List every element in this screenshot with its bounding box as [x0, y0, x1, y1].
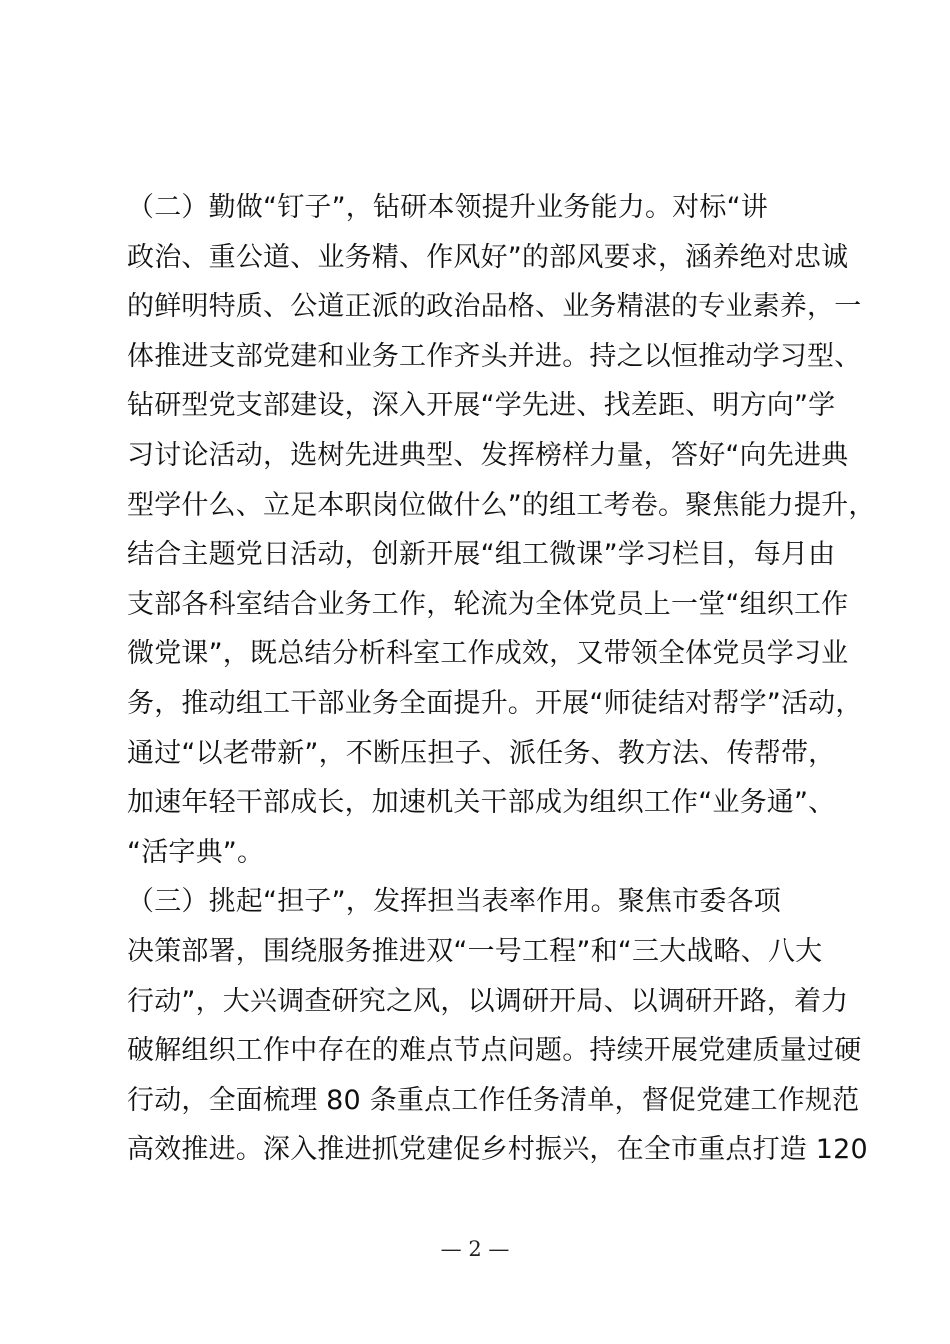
text-line: 习讨论活动，选树先进典型、发挥榜样力量，答好“向先进典: [127, 439, 849, 471]
text-line: 政治、重公道、业务精、作风好”的部风要求，涵养绝对忠诚: [127, 241, 849, 273]
text-line: 型学什么、立足本职岗位做什么”的组工考卷。聚焦能力提升，: [127, 489, 876, 521]
text-line: 破解组织工作中存在的难点节点问题。持续开展党建质量过硬: [127, 1035, 862, 1067]
text-line: 钻研型党支部建设，深入开展“学先进、找差距、明方向”学: [127, 390, 836, 422]
text-line: （三）挑起“担子”，发挥担当表率作用。聚焦市委各项: [127, 886, 781, 918]
text-line: 的鲜明特质、公道正派的政治品格、业务精湛的专业素养，一: [127, 291, 862, 323]
text-line: 决策部署，围绕服务推进双“一号工程”和“三大战略、八大: [127, 935, 823, 967]
text-line: 行动，全面梳理 80 条重点工作任务清单，督促党建工作规范: [127, 1084, 860, 1116]
text-line: 加速年轻干部成长，加速机关干部成为组织工作“业务通”、: [127, 787, 836, 819]
body-text: [127, 183, 876, 1175]
page-number: — 2 —: [440, 1237, 510, 1261]
text-line: “活字典”。: [127, 836, 265, 868]
text-line: （二）勤做“钉子”，钻研本领提升业务能力。对标“讲: [127, 192, 768, 223]
text-line: 结合主题党日活动，创新开展“组工微课”学习栏目，每月由: [127, 539, 836, 571]
text-line: 高效推进。深入推进抓党建促乡村振兴，在全市重点打造 120: [127, 1134, 868, 1166]
text-line: 支部各科室结合业务工作，轮流为全体党员上一堂“组织工作: [127, 588, 849, 620]
text-line: 体推进支部党建和业务工作齐头并进。持之以恒推动学习型、: [127, 340, 862, 372]
text-line: 务，推动组工干部业务全面提升。开展“师徒结对帮学”活动，: [127, 687, 863, 719]
text-line: 微党课”，既总结分析科室工作成效，又带领全体党员学习业: [127, 638, 849, 670]
text-line: 行动”，大兴调查研究之风，以调研开局、以调研开路，着力: [127, 985, 849, 1017]
text-line: 通过“以老带新”，不断压担子、派任务、教方法、传帮带，: [127, 737, 836, 769]
